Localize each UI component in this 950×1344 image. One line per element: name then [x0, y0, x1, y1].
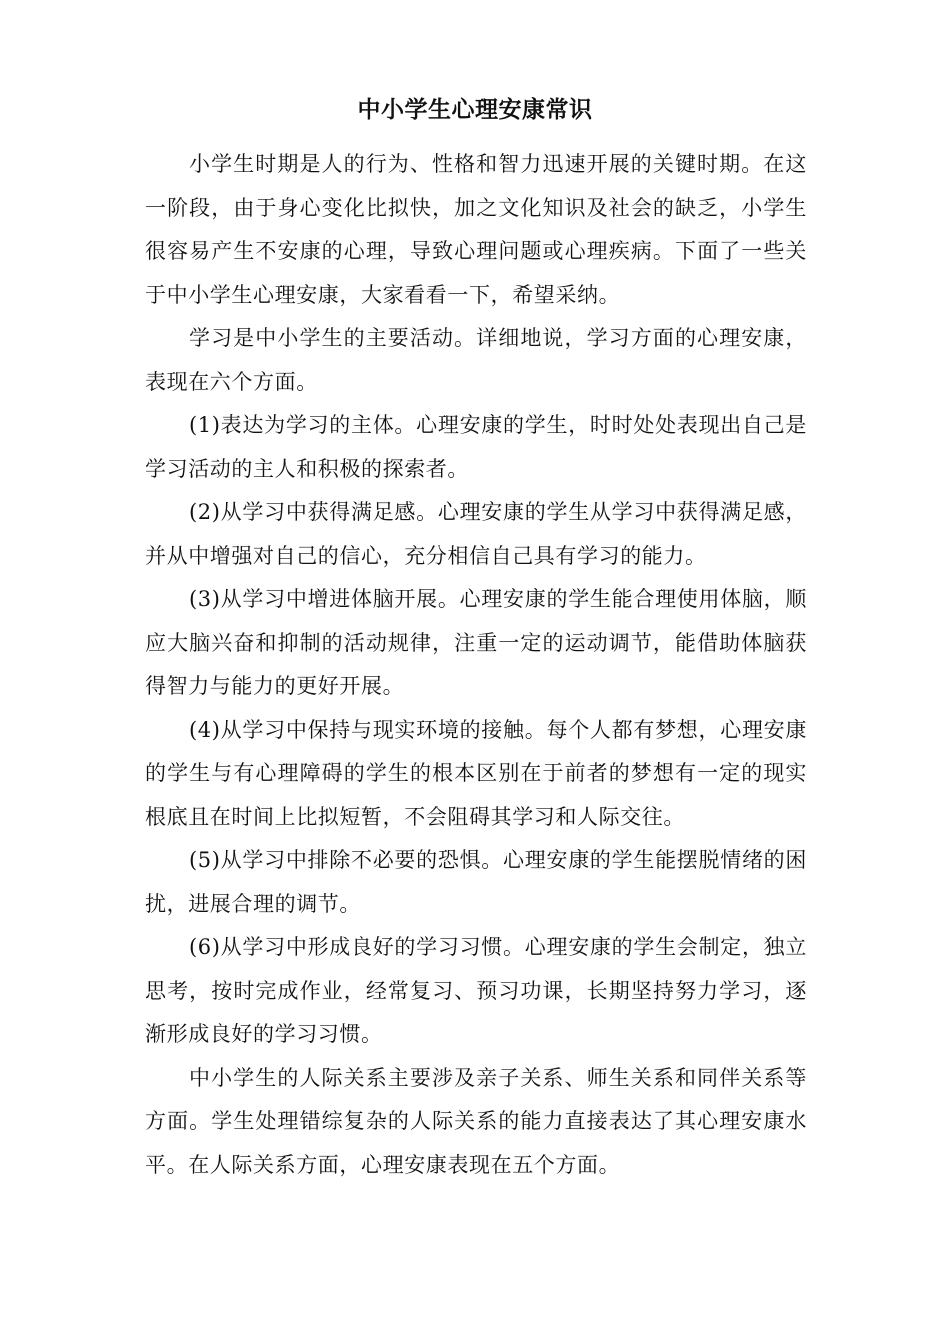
paragraph-relationships: 中小学生的人际关系主要涉及亲子关系、师生关系和同伴关系等方面。学生处理错综复杂的人际关系的能力直接表达了其心理安康水平。在人际关系方面，心理安康表现在五个方面。	[145, 1065, 807, 1177]
paragraph-item-6: (6)从学习中形成良好的学习习惯。心理安康的学生会制定，独立思考，按时完成作业，经常复习、预习功课，长期坚持努力学习，逐渐形成良好的学习习惯。	[145, 935, 807, 1046]
paragraph-item-2: (2)从学习中获得满足感。心理安康的学生从学习中获得满足感，并从中增强对自己的信心，充分相信自己具有学习的能力。	[145, 500, 807, 568]
document-title: 中小学生心理安康常识	[357, 97, 593, 123]
paragraph-item-5: (5)从学习中排除不必要的恐惧。心理安康的学生能摆脱情绪的困扰，进展合理的调节。	[145, 848, 807, 916]
paragraph-item-1: (1)表达为学习的主体。心理安康的学生，时时处处表现出自己是学习活动的主人和积极的探索者。	[145, 413, 807, 481]
paragraph-item-3: (3)从学习中增进体脑开展。心理安康的学生能合理使用体脑，顺应大脑兴奋和抑制的活动规律，注重一定的运动调节，能借助体脑获得智力与能力的更好开展。	[145, 587, 807, 698]
paragraph-learning: 学习是中小学生的主要活动。详细地说，学习方面的心理安康，表现在六个方面。	[145, 326, 807, 394]
paragraph-item-4: (4)从学习中保持与现实环境的接触。每个人都有梦想，心理安康的学生与有心理障碍的学生的根本区别在于前者的梦想有一定的现实根底且在时间上比拟短暂，不会阻碍其学习和人际交往。	[145, 717, 807, 829]
paragraph-intro: 小学生时期是人的行为、性格和智力迅速开展的关键时期。在这一阶段，由于身心变化比拟快，加之文化知识及社会的缺乏，小学生很容易产生不安康的心理，导致心理问题或心理疾病。下面了一些关于中小学生心理安康，大家看看一下，希望采纳。	[145, 152, 807, 307]
document-body	[145, 143, 807, 1187]
